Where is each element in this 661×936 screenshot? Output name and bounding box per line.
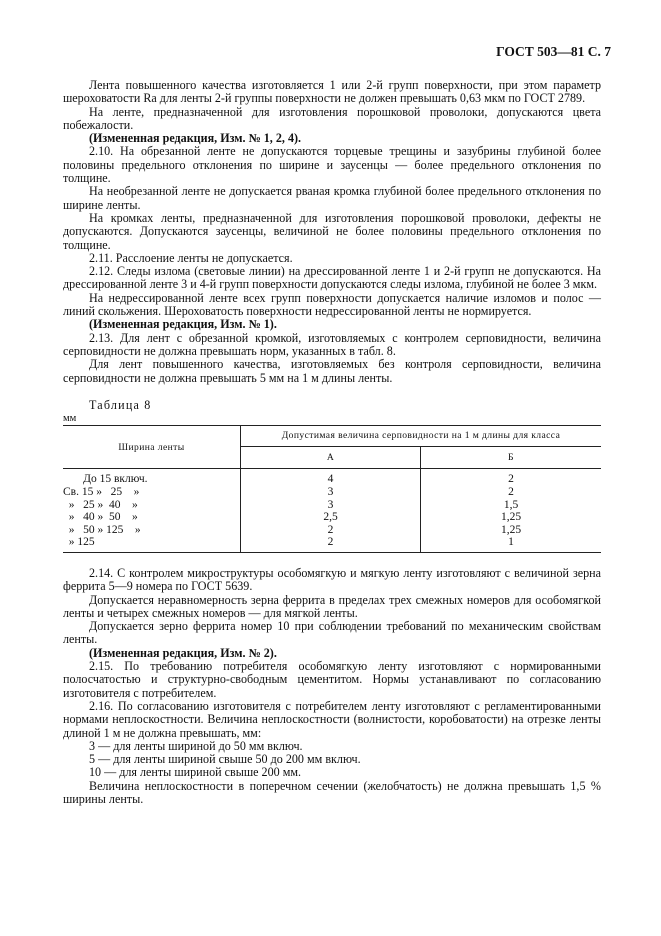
paragraph: Для лент повышенного качества, изготовляемых без контроля серповидности, величина серповидности не должна превышать 5 мм на 1 м длины ленты. (63, 357, 601, 385)
paragraphs-top (63, 79, 601, 385)
cell-class-b: 2 (508, 473, 514, 486)
header-class-b: Б (508, 451, 514, 463)
header-camber: Допустимая величина серповидности на 1 м длины для класса (241, 426, 602, 446)
cell-class-a: 2 (241, 524, 421, 537)
table-row (63, 524, 601, 537)
amendment-note: (Измененная редакция, Изм. № 1). (89, 317, 277, 332)
page-header: ГОСТ 503—81 С. 7 (496, 44, 611, 59)
paragraph: 3 — для ленты шириной до 50 мм включ. (89, 738, 303, 753)
table-8 (63, 425, 601, 553)
paragraph: 5 — для ленты шириной свыше 50 до 200 мм включ. (89, 752, 361, 767)
paragraph: 2.10. На обрезанной ленте не допускаются торцевые трещины и зазубрины глубиной более половины предельного отклонения по ширине и заусенцы — более предельного отклонения по толщине. (63, 144, 601, 186)
cell-width: » 50 » 125 » (63, 524, 241, 537)
cell-class-a: 2 (241, 536, 421, 552)
cell-class-a: 4 (241, 469, 421, 486)
table-row (63, 511, 601, 524)
table-caption: Таблица 8 (89, 397, 152, 412)
paragraph: На ленте, предназначенной для изготовления порошковой проволоки, допускаются цвета побежалости. (63, 104, 601, 132)
cell-width: » 25 » 40 » (63, 499, 241, 512)
cell-class-b: 1,25 (500, 511, 522, 524)
table-row (63, 486, 601, 499)
cell-class-b: 1,5 (503, 498, 519, 511)
paragraph: На недрессированной ленте всех групп поверхности допускается наличие изломов и полос — линий скольжения. Шероховатость поверхности недрессированной ленты не нормируется. (63, 290, 601, 319)
cell-width: » 125 (63, 536, 241, 552)
amendment-note: (Измененная редакция, Изм. № 2). (89, 645, 277, 660)
paragraph: 2.12. Следы излома (световые линии) на дрессированной ленте 1 и 2-й групп не допускаются. На дрессированной ленте 3 и 4-й групп поверхности допускаются следы излома, глубиной не более 3 мкм. (63, 264, 601, 292)
paragraph: Допускается неравномерность зерна феррита в пределах трех смежных номеров для особомягкой ленты и четырех смежных номеров — для мягкой ленты. (63, 592, 601, 620)
paragraph: 2.16. По согласованию изготовителя с потребителем ленту изготовляют с регламентированными нормами неплоскостности. Величина неплоскостности (волнистости, коробоватости) на отрезке ленты длиной 1 м не должна превышать, мм: (63, 698, 601, 740)
cell-class-b: 1 (421, 536, 602, 552)
cell-width: До 15 включ. (63, 469, 241, 486)
table-unit: мм (63, 413, 77, 425)
paragraphs-bottom (63, 567, 601, 806)
paragraph: Лента повышенного качества изготовляется 1 или 2-й групп поверхности, при этом параметр шероховатости Ra для ленты 2-й группы поверхности не должен превышать 0,63 мкм по ГОСТ 2789. (63, 78, 601, 106)
table-body (63, 469, 601, 553)
paragraph: 2.11. Расслоение ленты не допускается. (89, 250, 293, 265)
paragraph: 2.15. По требованию потребителя особомягкую ленту изготовляют с нормированными полосчатостью и структурно-свободным цементитом. Нормы устанавливают по согласованию изготовителя с потребителем. (63, 659, 601, 700)
cell-class-a: 3 (241, 486, 421, 499)
cell-class-b: 1,25 (500, 523, 522, 536)
table-row (63, 469, 601, 486)
table-row (63, 536, 601, 552)
paragraph: Допускается зерно феррита номер 10 при соблюдении требований по механическим свойствам ленты. (63, 619, 601, 647)
table-row (63, 499, 601, 512)
cell-class-a: 3 (241, 499, 421, 512)
cell-class-a: 2,5 (241, 511, 421, 524)
paragraph: 2.13. Для лент с обрезанной кромкой, изготовляемых с контролем серповидности, величина серповидности не должна превышать норм, указанных в табл. 8. (63, 330, 601, 358)
document-body (63, 79, 601, 806)
amendment-note: (Измененная редакция, Изм. № 1, 2, 4). (89, 131, 302, 146)
paragraph: На необрезанной ленте не допускается рваная кромка глубиной более предельного отклонения по ширине ленты. (63, 184, 601, 212)
cell-class-b: 2 (508, 486, 514, 499)
paragraph: Величина неплоскостности в поперечном сечении (желобчатость) не должна превышать 1,5 % ширины ленты. (63, 778, 601, 807)
header-width: Ширина ленты (63, 426, 241, 469)
cell-width: » 40 » 50 » (63, 511, 241, 524)
paragraph: На кромках ленты, предназначенной для изготовления порошковой проволоки, дефекты не допускаются. Допускаются заусенцы, величиной не более половины предельного отклонения по толщине. (63, 210, 601, 252)
paragraph: 2.14. С контролем микроструктуры особомягкую и мягкую ленту изготовляют с величиной зерна феррита 5—9 номера по ГОСТ 5639. (63, 565, 601, 594)
header-class-a: А (241, 446, 421, 469)
paragraph: 10 — для ленты шириной свыше 200 мм. (89, 765, 302, 780)
cell-width: Св. 15 » 25 » (63, 486, 241, 499)
